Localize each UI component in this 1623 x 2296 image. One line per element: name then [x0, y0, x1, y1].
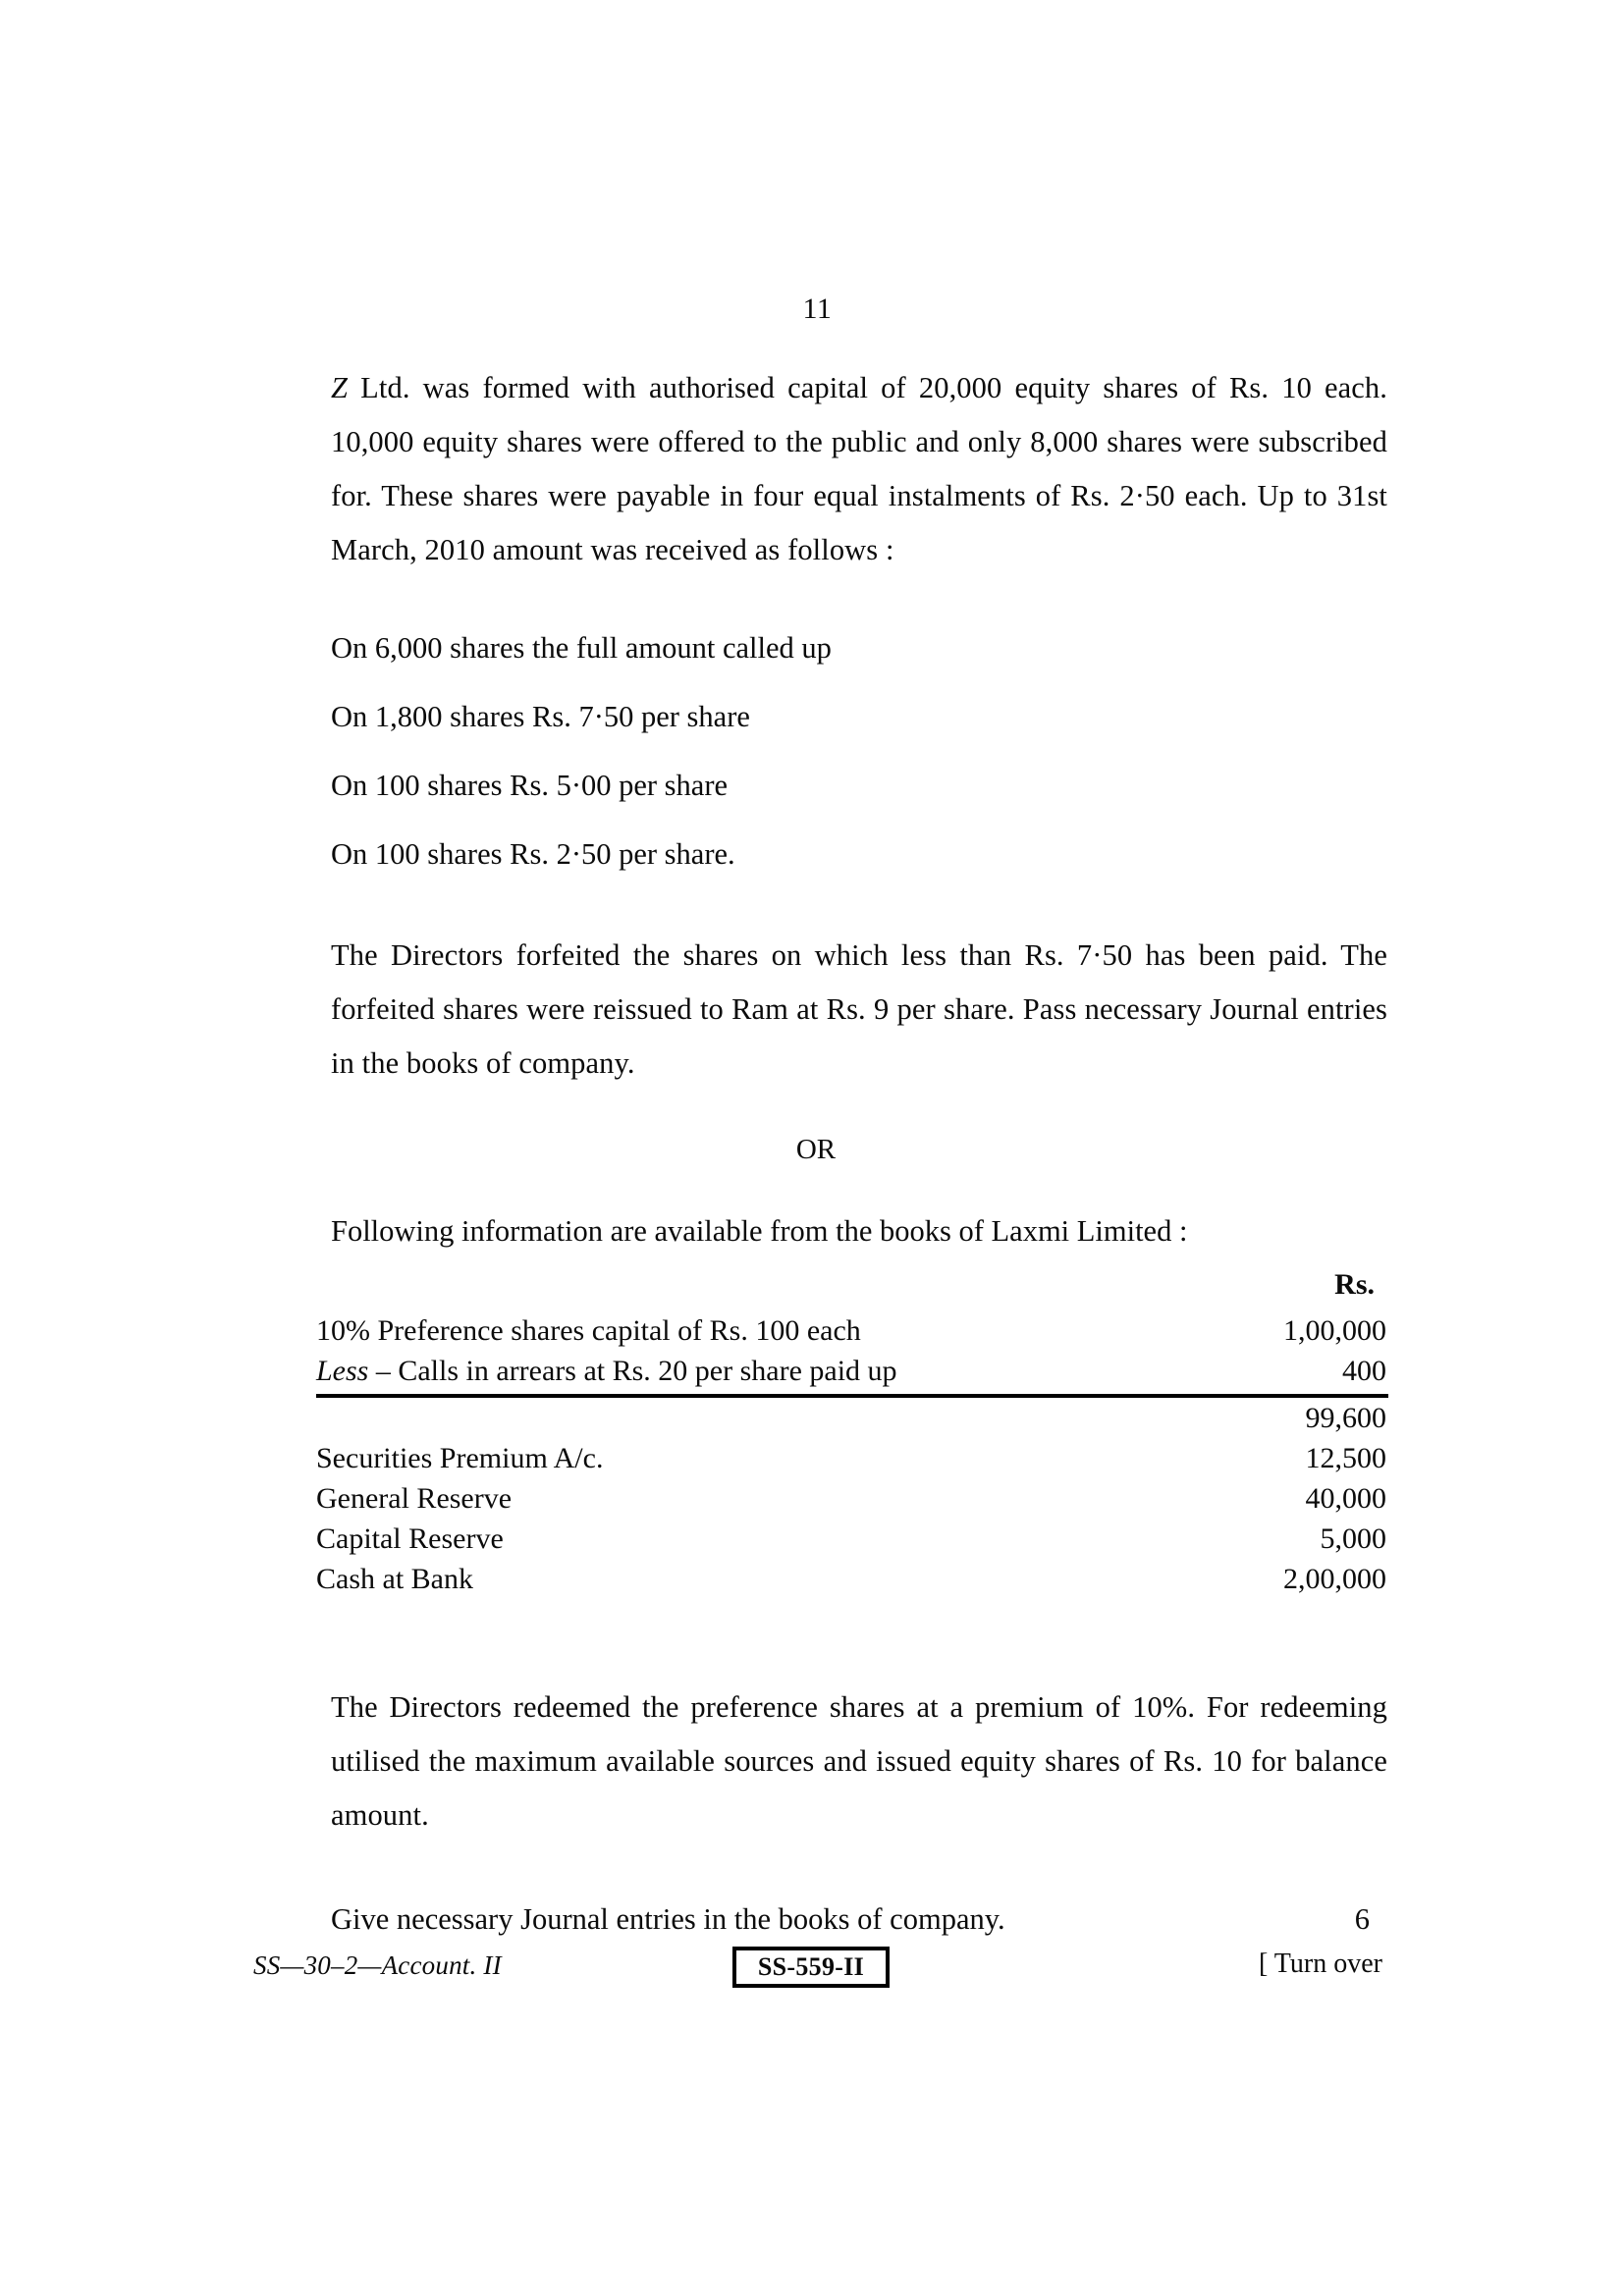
row-label: 10% Preference shares capital of Rs. 100 each	[316, 1314, 861, 1347]
question-content	[331, 361, 1387, 1254]
balances-table	[316, 1259, 1388, 1599]
row-label: Cash at Bank	[316, 1563, 473, 1595]
footer-turn-over-note: [ Turn over	[1258, 1949, 1382, 1979]
question-b-intro: Following information are available from the books of Laxmi Limited :	[331, 1214, 1188, 1248]
row-amount: 2,00,000	[1283, 1563, 1386, 1595]
row-label: Securities Premium A/c.	[316, 1442, 604, 1474]
row-amount: 400	[1121, 1351, 1388, 1396]
company-name-italic: Z	[331, 371, 349, 404]
receipt-line-2: On 1,800 shares Rs. 7·50 per share	[331, 700, 750, 733]
table-row	[316, 1396, 1388, 1438]
table-row	[316, 1519, 1388, 1559]
row-amount: 99,600	[1305, 1402, 1386, 1434]
row-label	[316, 1396, 1121, 1438]
question-a-paragraph-2: The Directors forfeited the shares on which less than Rs. 7·50 has been paid. The forfeited shares were reissued to Ram at Rs. 9 per share. Pass necessary Journal entries in the books of company.	[331, 938, 1387, 1080]
row-label-rest: – Calls in arrears at Rs. 20 per share paid up	[368, 1355, 897, 1387]
row-label: Capital Reserve	[316, 1522, 504, 1555]
row-label-italic-prefix: Less	[316, 1355, 369, 1387]
table-row	[316, 1351, 1388, 1396]
question-a-paragraph-1-rest: Ltd. was formed with authorised capital of 20,000 equity shares of Rs. 10 each. 10,000 equity shares were offered to the public and only 8,000 shares were subscribed for. These shares were payable in four equal instalments of Rs. 2·50 each. Up to 31st March, 2010 amount was received as follows :	[331, 371, 1387, 566]
question-b-paragraph-3: The Directors redeemed the preference shares at a premium of 10%. For redeeming utilised the maximum available sources and issued equity shares of Rs. 10 for balance amount.	[331, 1690, 1387, 1832]
page-number: 11	[802, 293, 833, 325]
page-footer	[0, 1947, 1623, 2005]
header-blank-cell	[316, 1259, 1121, 1310]
receipt-line-3: On 100 shares Rs. 5·00 per share	[331, 769, 729, 802]
or-separator: OR	[795, 1134, 837, 1165]
row-amount: 12,500	[1305, 1442, 1386, 1474]
final-instruction-text: Give necessary Journal entries in the books of company.	[331, 1901, 1005, 1936]
receipt-line-1: On 6,000 shares the full amount called up	[331, 631, 832, 665]
row-amount: 1,00,000	[1283, 1314, 1386, 1347]
row-label	[316, 1351, 1121, 1396]
row-label: General Reserve	[316, 1482, 513, 1515]
question-b-tail	[331, 1681, 1387, 1973]
question-a-paragraph-1	[331, 361, 1387, 577]
footer-paper-code: SS—30–2—Account. II	[253, 1950, 502, 1980]
receipt-line-4: On 100 shares Rs. 2·50 per share.	[331, 837, 735, 871]
row-amount: 5,000	[1320, 1522, 1386, 1555]
row-amount: 40,000	[1305, 1482, 1386, 1515]
marks-value: 6	[1354, 1901, 1370, 1936]
question-b-final-instruction	[331, 1895, 1387, 1944]
header-amount-unit: Rs.	[1334, 1268, 1375, 1301]
financial-information-table	[316, 1259, 1388, 1599]
table-header-row	[316, 1259, 1388, 1310]
table-row	[316, 1559, 1388, 1599]
table-row	[316, 1438, 1388, 1478]
table-row	[316, 1310, 1388, 1351]
footer-code-box: SS-559-II	[732, 1947, 890, 1988]
table-row	[316, 1478, 1388, 1519]
